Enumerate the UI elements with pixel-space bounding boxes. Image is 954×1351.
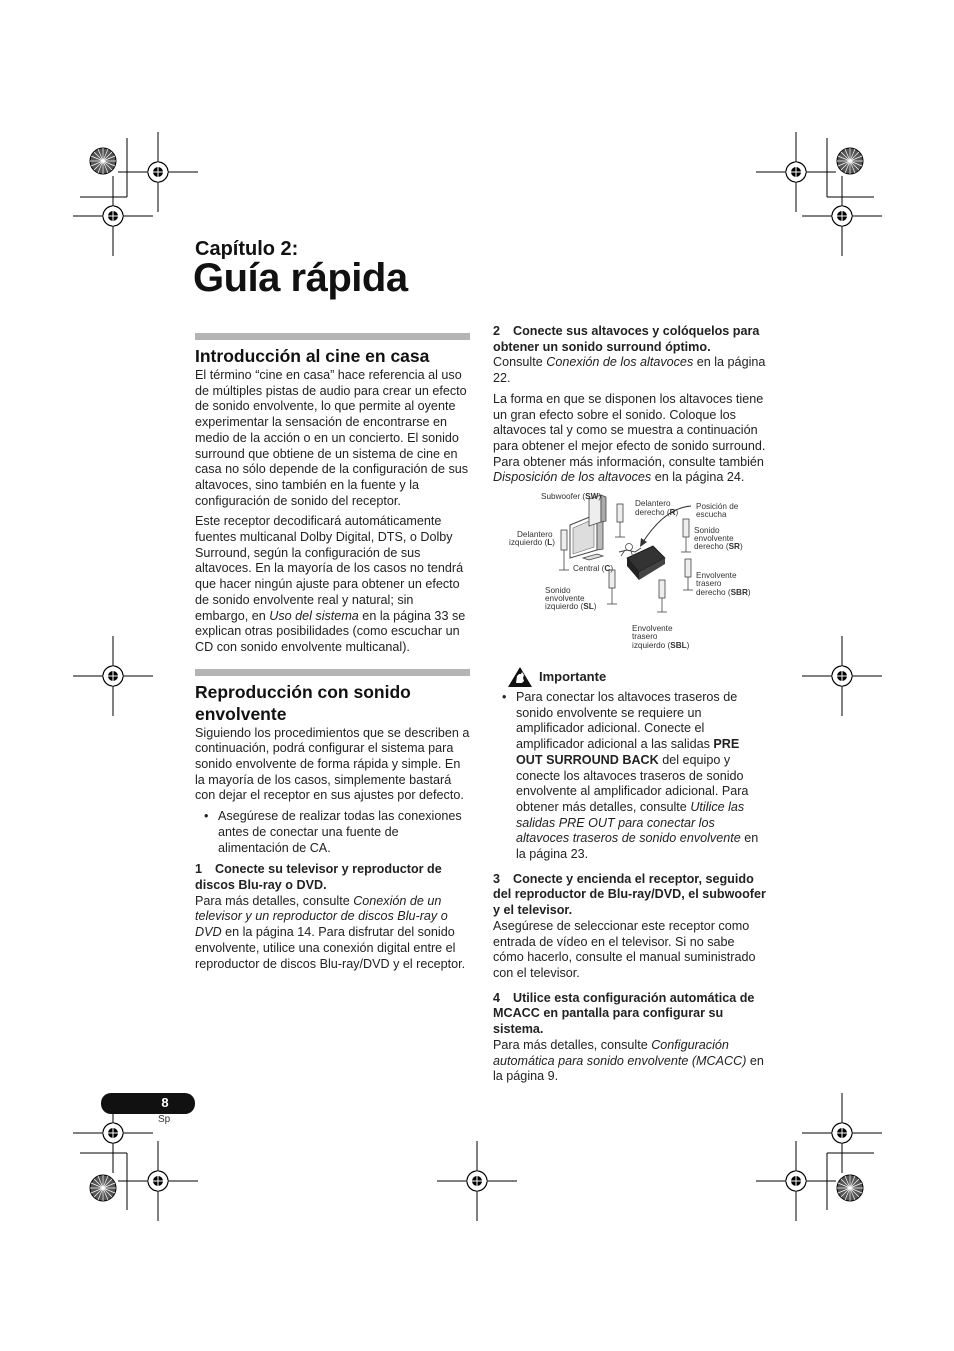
- center-speaker-icon: [583, 554, 603, 560]
- svg-text:derecho (R): derecho (R): [635, 508, 679, 518]
- cross-reference: Conexión de los altavoces: [546, 355, 694, 370]
- warning-icon: [507, 666, 533, 688]
- label-front-right: Delantero: [635, 499, 671, 509]
- label-center: Central (C): [573, 564, 614, 574]
- chapter-label: Capítulo 2:: [195, 238, 299, 260]
- step-1-text: Para más detalles, consulte Conexión de un televisor y un reproductor de discos Blu-ray o DVD en la página 14. Para disfrutar del sonido envolvente, utilice una conexión digital entre el reproductor de discos Blu-ray/DVD y el receptor.: [195, 893, 466, 971]
- listening-position-icon: [619, 544, 665, 581]
- page-number-badge: [101, 1093, 195, 1114]
- svg-text:izquierdo (L): izquierdo (L): [509, 538, 555, 548]
- intro-paragraph-1: El término “cine en casa” hace referencia al uso de múltiples pistas de audio para crear un efecto de sonido envolvente, lo que permite al oyente experimentar la sensación de encontrarse en medio de la acción o en un concierto. El sonido surround que obtiene de un sistema de cine en casa no sólo depende de la configuración de sus altavoces, sino también en la fuente y la configuración de sonido del receptor.: [195, 368, 469, 508]
- label-surround-left: Sonido: [545, 586, 571, 596]
- svg-text:derecho (SBR): derecho (SBR): [696, 588, 751, 598]
- label-surround-back-left: Envolvente: [632, 624, 673, 634]
- front-left-speaker-icon: [559, 530, 569, 570]
- label-front-left: Delantero: [517, 530, 553, 540]
- page-title: Guía rápida: [193, 256, 408, 300]
- page-number: 8: [161, 1095, 169, 1110]
- step-2-heading: 2 Conecte sus altavoces y colóquelos para obtener un sonido surround óptimo.: [493, 324, 760, 354]
- surround-right-speaker-icon: [681, 519, 691, 552]
- step-3-text: Asegúrese de seleccionar este receptor como entrada de vídeo en el televisor. Si no sabe cómo hacerlo, consulte el manual suministrado con el televisor.: [493, 918, 756, 980]
- left-column: [195, 333, 470, 977]
- cross-reference: Utilice las salidas PRE OUT para conectar los altavoces traseros de sonido envolvente: [516, 799, 745, 846]
- list-item: • Asegúrese de realizar todas las conexiones antes de conectar una fuente de alimentación de CA.: [195, 809, 470, 856]
- front-right-speaker-icon: [615, 504, 625, 537]
- cross-reference: Disposición de los altavoces: [493, 470, 652, 485]
- svg-text:escucha: escucha: [696, 510, 727, 520]
- right-column: [493, 324, 768, 1090]
- section-divider: [195, 333, 470, 340]
- svg-text:izquierdo (SBL): izquierdo (SBL): [632, 641, 690, 651]
- step-2-text-2: La forma en que se disponen los altavoces tiene un gran efecto sobre el sonido. Coloque los altavoces tal y como se muestra a continuación para obtener el mejor efecto de sonido surround. Para obtener más información, consulte también Disposición de los altavoces en la página 24.: [493, 391, 766, 485]
- svg-text:trasero: trasero: [632, 632, 658, 642]
- svg-text:izquierdo (SL): izquierdo (SL): [545, 602, 597, 612]
- surround-back-right-speaker-icon: [683, 559, 693, 590]
- step-1-heading: 1 Conecte su televisor y reproductor de discos Blu-ray o DVD.: [195, 862, 442, 892]
- label-listening-position: Posición de: [696, 502, 739, 512]
- language-code: Sp: [158, 1114, 171, 1125]
- surround-left-speaker-icon: [607, 570, 617, 604]
- step-4-text: Para más detalles, consulte Configuración automática para sonido envolvente (MCACC) en la página 9.: [493, 1037, 764, 1084]
- step-4-heading: 4 Utilice esta configuración automática de MCACC en pantalla para configurar su sistema.: [493, 990, 755, 1037]
- section-heading-surround: Reproducción con sonido envolvente: [195, 681, 411, 724]
- surround-paragraph: Siguiendo los procedimientos que se describen a continuación, podrá configurar el sistema para sonido envolvente de forma rápida y simple. En la mayoría de los casos, simplemente bastará con dejar el receptor en sus ajustes por defecto.: [195, 725, 470, 803]
- step-3-heading: 3 Conecte y encienda el receptor, seguido del reproductor de Blu-ray/DVD, el subwoofer y el televisor.: [493, 871, 766, 918]
- cross-reference: Uso del sistema: [269, 608, 359, 623]
- cross-reference: Configuración automática para sonido envolvente (MCACC): [493, 1037, 747, 1068]
- label-surround-back-right: Envolvente: [696, 571, 737, 581]
- label-surround-right: Sonido: [694, 526, 720, 536]
- list-item: • Para conectar los altavoces traseros de sonido envolvente se requiere un amplificador adicional. Conecte el amplificador adicional a las salidas PRE OUT SURROUND BACK del equipo y conecte los altavoces traseros de sonido envolvente al amplificador adicional. Para obtener más detalles, consulte Utilice las salidas PRE OUT para conectar los altavoces traseros de sonido envolvente en la página 23.: [493, 690, 768, 863]
- cross-reference: Conexión de un televisor y un reproductor de discos Blu-ray o DVD: [195, 893, 448, 940]
- important-notice-heading: [507, 666, 768, 688]
- step-2-text-1: Consulte Conexión de los altavoces en la página 22.: [493, 355, 766, 386]
- speaker-layout-diagram: [493, 492, 768, 652]
- intro-paragraph-2: Este receptor decodificará automáticamente fuentes multicanal Dolby Digital, DTS, o Dolby Surround, según la configuración de sus altavoces. En la mayoría de los casos no tendrá que hacer ningún ajuste para obtener un efecto de sonido envolvente real y natural; sin embargo, en Uso del sistema en la página 33 se explican otras posibilidades (como escuchar un CD con sonido envolvente multicanal).: [195, 514, 466, 654]
- section-heading-intro: Introducción al cine en casa: [195, 346, 430, 366]
- svg-text:trasero: trasero: [696, 579, 722, 589]
- svg-text:envolvente: envolvente: [545, 594, 585, 604]
- svg-text:envolvente: envolvente: [694, 534, 734, 544]
- section-divider: [195, 669, 470, 676]
- important-title: Importante: [539, 669, 607, 685]
- label-subwoofer: Subwoofer (SW): [541, 492, 602, 502]
- svg-text:derecho (SR): derecho (SR): [694, 542, 743, 552]
- surround-back-left-speaker-icon: [657, 580, 667, 612]
- output-label: PRE OUT SURROUND BACK: [516, 737, 740, 767]
